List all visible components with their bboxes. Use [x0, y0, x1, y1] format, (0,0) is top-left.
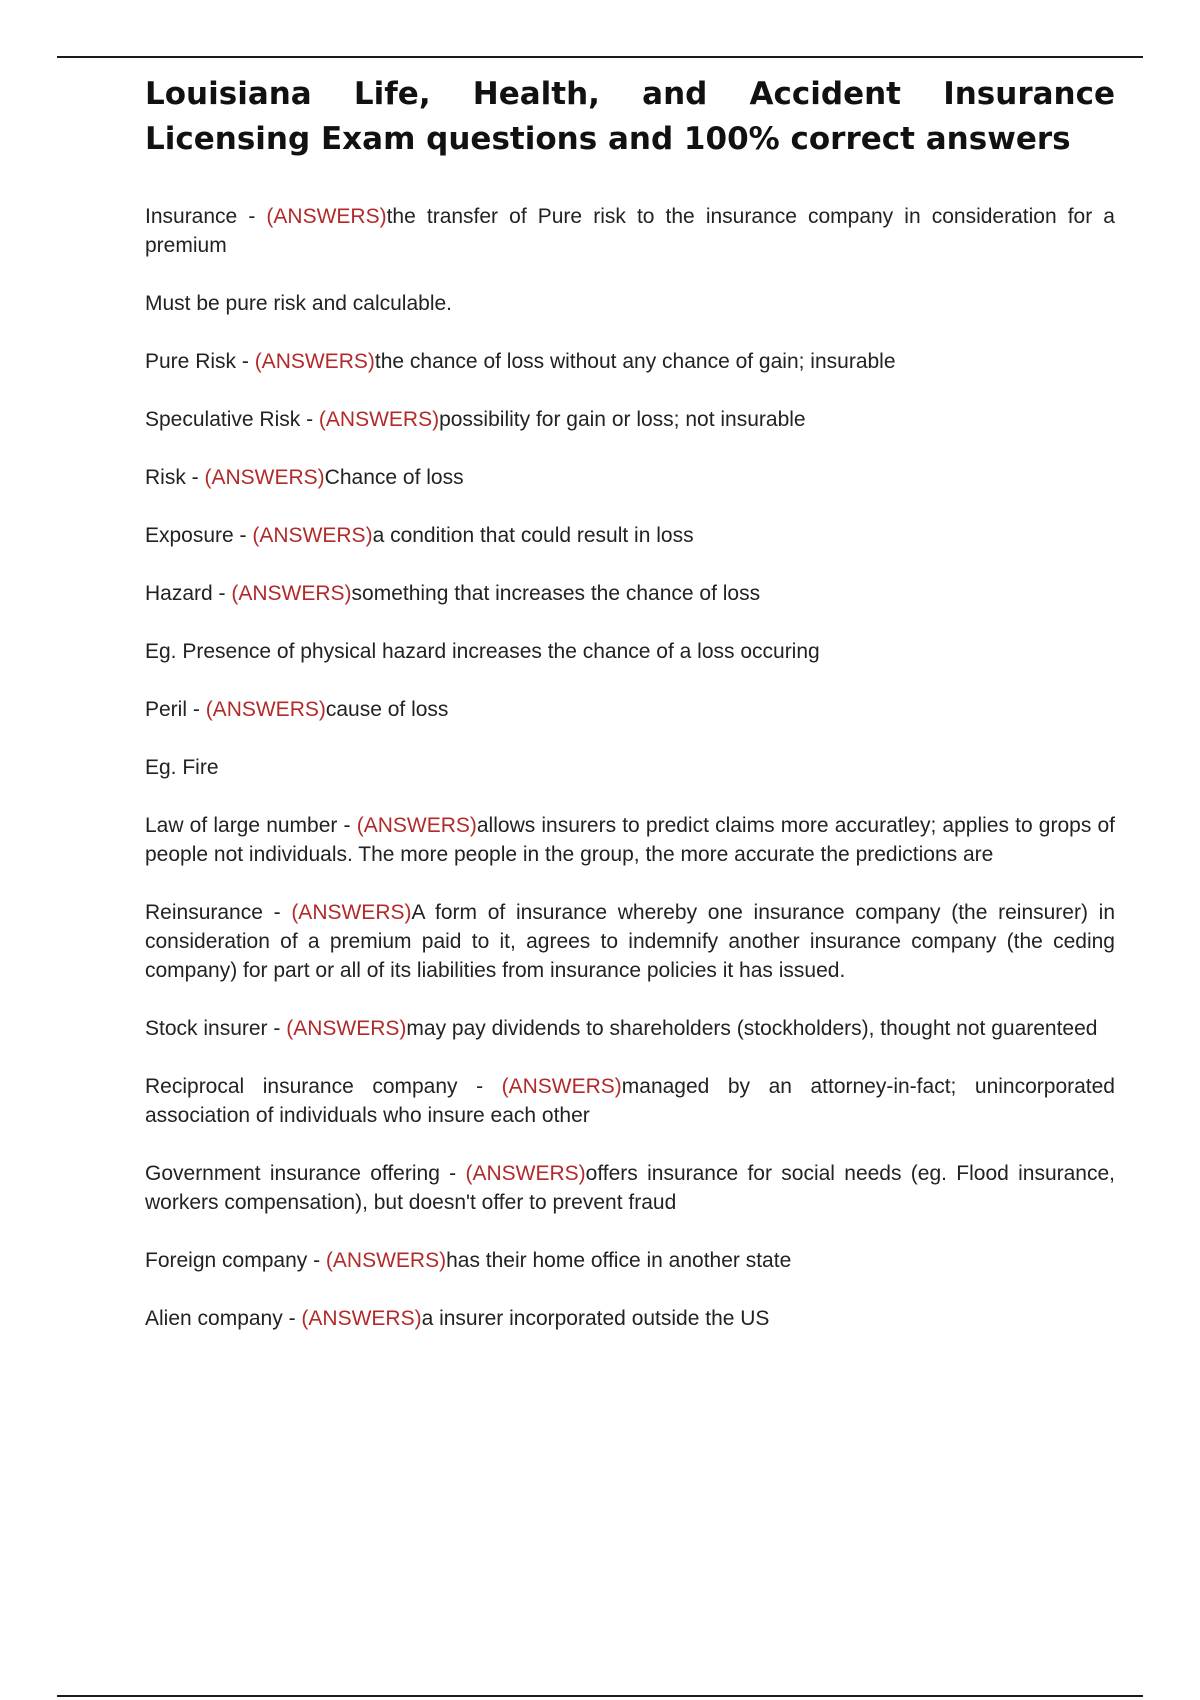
qa-entry	[145, 579, 1115, 608]
term-label: Insurance -	[145, 205, 267, 228]
qa-entry	[145, 1159, 1115, 1217]
qa-entry	[145, 695, 1115, 724]
note-paragraph: Eg. Fire	[145, 756, 219, 779]
qa-entry	[145, 405, 1115, 434]
note-paragraph: Must be pure risk and calculable.	[145, 292, 452, 315]
document-body	[145, 72, 1115, 1362]
definition-text: possibility for gain or loss; not insurable	[439, 408, 806, 431]
answers-marker: (ANSWERS)	[465, 1162, 586, 1185]
definition-text: the chance of loss without any chance of gain; insurable	[374, 350, 896, 373]
term-label: Reinsurance -	[145, 901, 292, 924]
term-label: Government insurance offering -	[145, 1162, 466, 1185]
term-label: Hazard -	[145, 582, 232, 605]
answers-marker: (ANSWERS)	[252, 524, 373, 547]
definition-text: allows insurers to predict claims more accuratley; applies to grops of people not individuals. The more people in the group, the more accurate the predictions are	[145, 814, 1115, 866]
answers-marker: (ANSWERS)	[356, 814, 477, 837]
answers-marker: (ANSWERS)	[501, 1075, 622, 1098]
term-label: Reciprocal insurance company -	[145, 1075, 502, 1098]
definition-text: has their home office in another state	[446, 1249, 792, 1272]
answers-marker: (ANSWERS)	[204, 466, 325, 489]
term-label: Risk -	[145, 466, 205, 489]
answers-marker: (ANSWERS)	[301, 1307, 422, 1330]
term-label: Pure Risk -	[145, 350, 255, 373]
answers-marker: (ANSWERS)	[231, 582, 352, 605]
term-label: Law of large number -	[145, 814, 357, 837]
definition-text: a insurer incorporated outside the US	[421, 1307, 770, 1330]
answers-marker: (ANSWERS)	[205, 698, 326, 721]
qa-entry	[145, 347, 1115, 376]
qa-entry	[145, 1014, 1115, 1043]
answers-marker: (ANSWERS)	[286, 1017, 407, 1040]
document-title: Louisiana Life, Health, and Accident Insurance Licensing Exam questions and 100% correct answers	[145, 76, 1115, 157]
qa-entry	[145, 1072, 1115, 1130]
definition-text: something that increases the chance of loss	[351, 582, 761, 605]
term-label: Stock insurer -	[145, 1017, 287, 1040]
definition-text: offers insurance for social needs (eg. Flood insurance, workers compensation), but doesn't offer to prevent fraud	[145, 1162, 1115, 1214]
answers-marker: (ANSWERS)	[254, 350, 375, 373]
definition-text: managed by an attorney-in-fact; unincorporated association of individuals who insure each other	[145, 1075, 1115, 1127]
definition-text: a condition that could result in loss	[372, 524, 694, 547]
definition-text: cause of loss	[325, 698, 449, 721]
definition-text: may pay dividends to shareholders (stockholders), thought not guarenteed	[406, 1017, 1098, 1040]
qa-entries-list	[145, 202, 1115, 1333]
definition-text: the transfer of Pure risk to the insurance company in consideration for a premium	[145, 205, 1115, 257]
answers-marker: (ANSWERS)	[325, 1249, 447, 1272]
qa-entry	[145, 898, 1115, 985]
definition-text: Chance of loss	[324, 466, 464, 489]
term-label: Speculative Risk -	[145, 408, 319, 431]
answers-marker: (ANSWERS)	[318, 408, 440, 431]
top-rule	[57, 56, 1143, 58]
qa-entry	[145, 1246, 1115, 1275]
note-paragraph: Eg. Presence of physical hazard increases the chance of a loss occuring	[145, 640, 820, 663]
term-label: Peril -	[145, 698, 206, 721]
qa-entry	[145, 463, 1115, 492]
definition-text: A form of insurance whereby one insurance company (the reinsurer) in consideration of a premium paid to it, agrees to indemnify another insurance company (the ceding company) for part or all of its liabilities from insurance policies it has issued.	[145, 901, 1116, 982]
qa-entry	[145, 521, 1115, 550]
qa-entry	[145, 202, 1115, 260]
term-label: Alien company -	[145, 1307, 302, 1330]
qa-entry	[145, 1304, 1115, 1333]
qa-entry	[145, 811, 1115, 869]
term-label: Foreign company -	[145, 1249, 326, 1272]
answers-marker: (ANSWERS)	[266, 205, 387, 228]
term-label: Exposure -	[145, 524, 253, 547]
bottom-rule	[57, 1695, 1143, 1697]
answers-marker: (ANSWERS)	[291, 901, 412, 924]
